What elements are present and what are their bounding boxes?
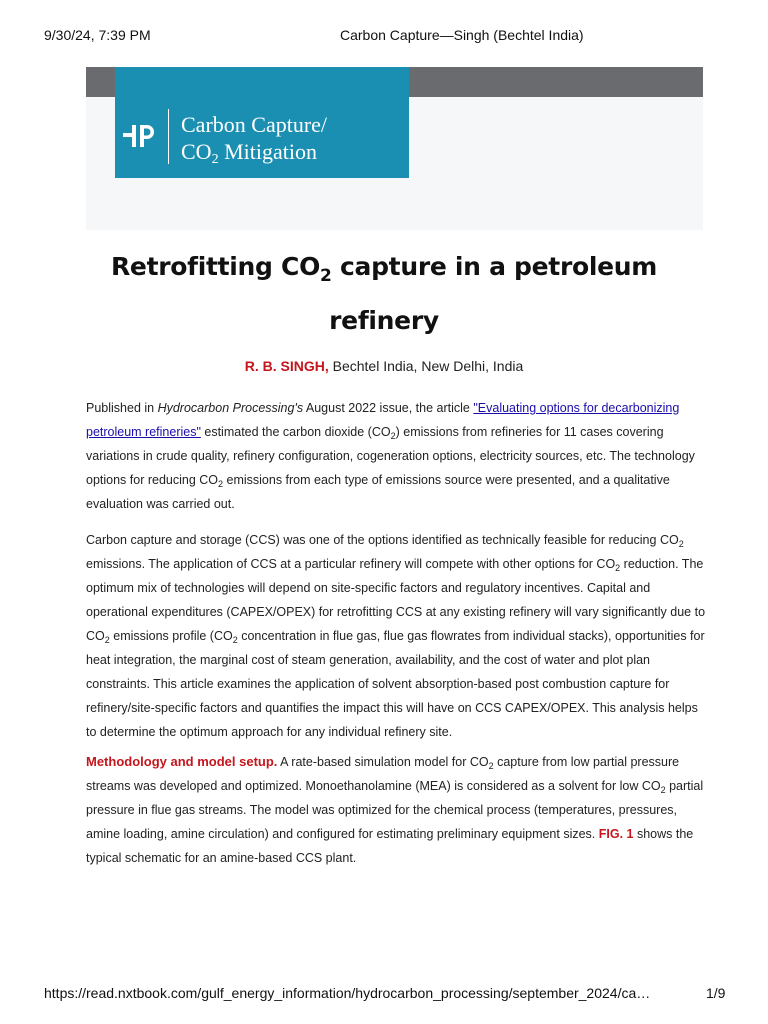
print-url: https://read.nxtbook.com/gulf_energy_information/hydrocarbon_processing/september_2024/ca…	[44, 985, 651, 1001]
article-title: Retrofitting $CO_2$ capture in a petroleum refinery	[110, 252, 658, 335]
print-date: 9/30/24, 7:39 PM	[44, 27, 151, 43]
figure-reference: FIG. 1	[598, 827, 634, 841]
print-title: Carbon Capture—Singh (Bechtel India)	[340, 27, 584, 43]
author-name: R. B. SINGH,	[244, 358, 329, 374]
paragraph-intro: Published in Hydrocarbon Processing's August 2022 issue, the article "Evaluating options for decarbonizing petroleum refineries" estimated the carbon dioxide $(CO_2)$ emissions from refineries for 11 cases covering variations in crude quality, refinery configuration, cogeneration options, electricity sources, etc. The technology options for reducing $CO_2$ emissions from each type of emissions source were presented, and a qualitative evaluation was carried out.	[86, 401, 695, 511]
paragraph-methodology: Methodology and model setup. A rate-based simulation model for $CO_2$ capture from low partial pressure streams was developed and optimized. Monoethanolamine (MEA) is considered as a solvent for low $CO_2$ partial pressure in flue gas streams. The model was optimized for the chemical process (temperatures, pressures, amine loading, amine circulation) and configured for estimating preliminary equipment sizes. FIG. 1 shows the typical schematic for an amine-based CCS plant.	[86, 754, 704, 865]
article-banner	[86, 67, 703, 230]
logo-divider	[168, 109, 169, 164]
article-link[interactable]: "Evaluating options for decarbonizing petroleum refineries"	[86, 401, 680, 439]
hp-logo-icon	[123, 122, 155, 150]
page-number: 1/9	[706, 985, 726, 1001]
byline	[0, 358, 768, 374]
banner-box	[115, 67, 409, 178]
banner-title: Carbon Capture/ $CO_2$ Mitigation	[181, 112, 328, 167]
paragraph-ccs: Carbon capture and storage (CCS) was one of the options identified as technically feasible for reducing $CO_2$ emissions. The application of CCS at a particular refinery will compete with other options for $CO_2$ reduction. The optimum mix of technologies will depend on site-specific factors and regulatory incentives. Capital and operational expenditures (CAPEX/OPEX) for retrofitting CCS at any existing refinery will vary significantly due to $CO_2$ emissions profile ($CO_2$ concentration in flue gas, flue gas flowrates from individual stacks), opportunities for heat integration, the marginal cost of steam generation, availability, and the cost of water and plot plan constraints. This article examines the application of solvent absorption-based post combustion capture for refinery/site-specific factors and quantifies the impact this will have on CCS CAPEX/OPEX. This analysis helps to determine the optimum approach for any individual refinery site.	[86, 533, 706, 739]
section-heading: Methodology and model setup.	[86, 754, 278, 769]
author-affiliation: Bechtel India, New Delhi, India	[328, 358, 524, 374]
